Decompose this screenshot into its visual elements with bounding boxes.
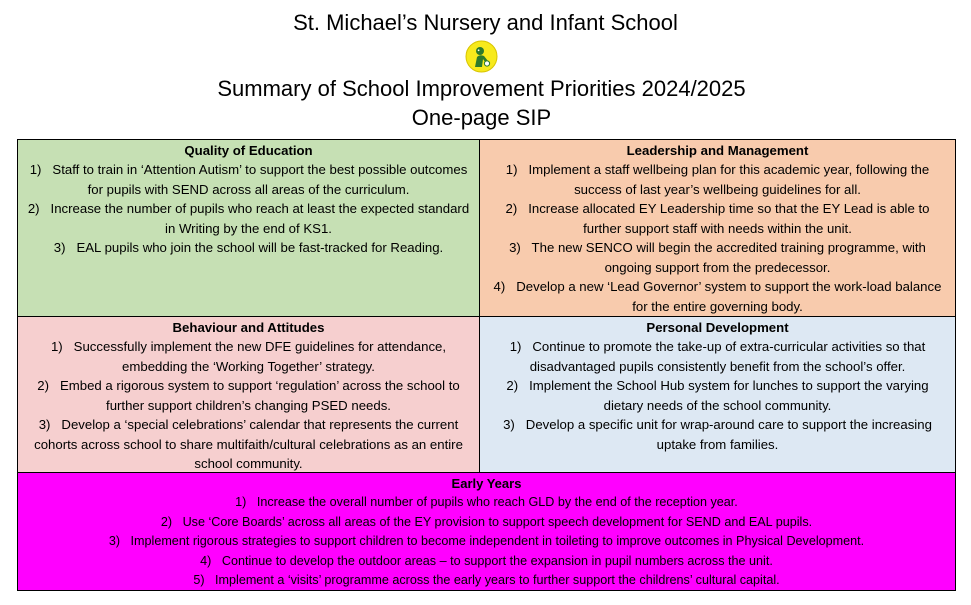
priority-item: 1) Continue to promote the take-up of extra-curricular activities so that disadvantaged pupils consistently benefit from the school’s offer. — [509, 339, 926, 374]
priority-item: 2) Embed a rigorous system to support ‘regulation’ across the school to further support children’s changing PSED needs. — [37, 378, 460, 413]
priority-item: 5) Implement a ‘visits’ programme across the early years to further support the childrens’ cultural capital. — [193, 573, 780, 587]
priority-item: 2) Increase the number of pupils who reach at least the expected standard in Writing by the end of KS1. — [27, 201, 470, 236]
priorities-grid — [17, 139, 956, 591]
priority-item: 3) EAL pupils who join the school will be fast-tracked for Reading. — [53, 240, 444, 255]
priority-item: 2) Use ‘Core Boards’ across all areas of the EY provision to support speech development for SEND and EAL pupils. — [160, 514, 813, 529]
priority-item: 1) Staff to train in ‘Attention Autism’ to support the best possible outcomes for pupils with SEND across all areas of the curriculum. — [29, 162, 468, 197]
section-title: Personal Development — [646, 320, 789, 335]
school-crest-icon — [465, 40, 498, 73]
priority-item: 3) The new SENCO will begin the accredited training programme, with ongoing support from the predecessor. — [509, 240, 926, 275]
school-name: St. Michael’s Nursery and Infant School — [293, 10, 678, 35]
quality-of-education-section — [18, 140, 480, 317]
leadership-and-management-section — [480, 140, 955, 317]
priority-item: 2) Implement the School Hub system for lunches to support the varying dietary needs of the school community. — [506, 378, 929, 413]
priority-item: 1) Increase the overall number of pupils who reach GLD by the end of the reception year. — [235, 495, 738, 509]
priority-item: 1) Implement a staff wellbeing plan for this academic year, following the success of last year’s wellbeing guidelines for all. — [505, 162, 930, 197]
section-title: Quality of Education — [184, 143, 313, 158]
priority-item: 3) Develop a specific unit for wrap-around care to support the increasing uptake from families. — [503, 417, 932, 452]
priority-item: 3) Implement rigorous strategies to support children to become independent in toileting to improve outcomes in Physical Development. — [108, 534, 865, 548]
section-title: Early Years — [451, 476, 522, 491]
early-years-section — [18, 473, 955, 590]
priority-item: 1) Successfully implement the new DFE guidelines for attendance, embedding the ‘Working Together’ strategy. — [50, 339, 447, 374]
priority-item: 4) Develop a new ‘Lead Governor’ system to support the work-load balance for the entire governing body. — [493, 279, 942, 314]
priority-item: 4) Continue to develop the outdoor areas – to support the expansion in pupil numbers across the unit. — [200, 553, 773, 568]
priority-item: 3) Develop a ‘special celebrations’ calendar that represents the current cohorts across school to share multifaith/cultural celebrations as an entire school community. — [34, 417, 463, 471]
section-title: Behaviour and Attitudes — [172, 320, 325, 335]
section-title: Leadership and Management — [626, 143, 809, 158]
sip-title: One-page SIP — [411, 105, 552, 130]
summary-title: Summary of School Improvement Priorities 2024/2025 — [217, 76, 746, 101]
priority-item: 2) Increase allocated EY Leadership time so that the EY Lead is able to further support staff with needs within the unit. — [505, 201, 930, 236]
personal-development-section — [480, 317, 955, 473]
behaviour-and-attitudes-section — [18, 317, 480, 473]
